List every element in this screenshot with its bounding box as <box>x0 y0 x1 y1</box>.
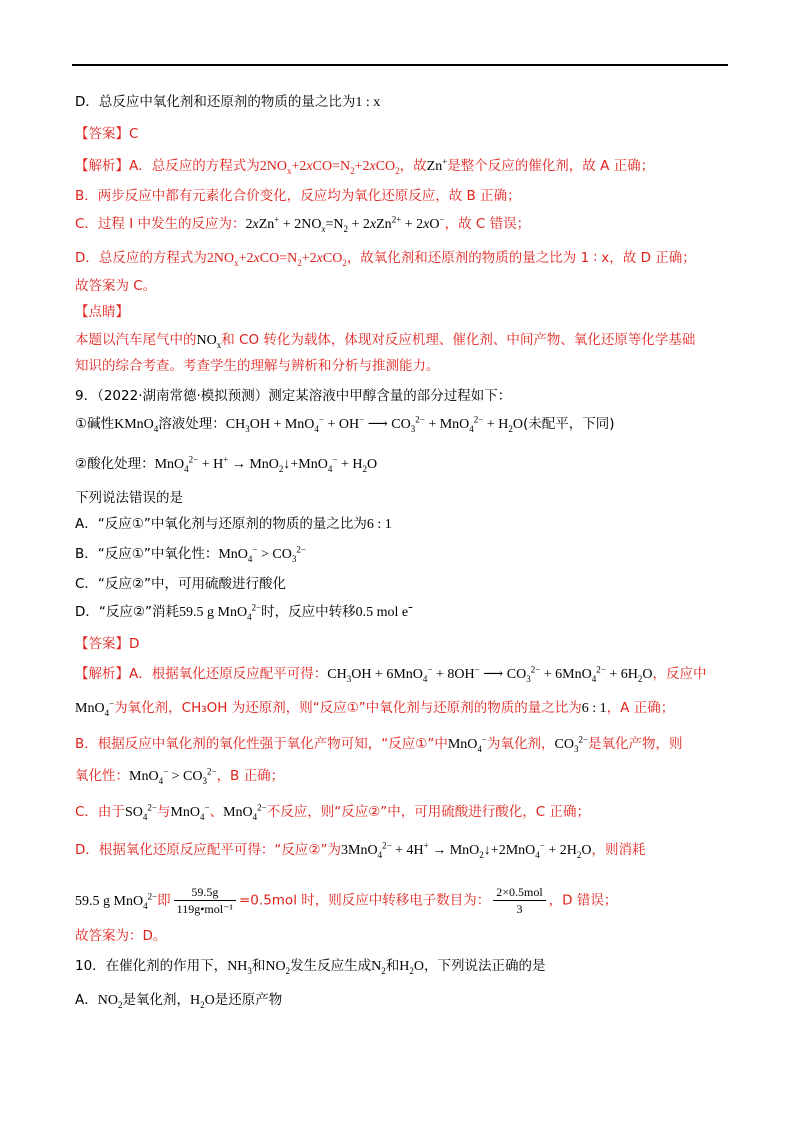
q10-stem: 10．在催化剂的作用下，$NH_3$和$NO_2$发生反应生成$N_2$和$H_2O$，下列说法正确的是 <box>75 958 546 976</box>
q9-analysis-6: D．根据氧化还原反应配平可得：“反应②”为3MnO$_4^{2-}$ + 4H+ → MnO$_2$↓+2MnO$_4$− + $2H_2O$，则消耗 <box>75 840 646 860</box>
q9-analysis-4: 氧化性：$MnO_4^- > CO_3^{2-}$，B 正确； <box>75 766 285 786</box>
equation-total-2: $2NO_x+2xCO=N_2+2xCO_2$ <box>206 251 347 268</box>
q9-analysis-3: B．根据反应中氧化剂的氧化性强于氧化产物可知，“反应①”中MnO$_4$−为氧化剂，$CO_3^{2-}$是氧化产物，则 <box>75 734 683 754</box>
q8-analysis-b: B．两步反应中都有元素化合价变化，反应均为氧化还原反应，故 B 正确； <box>75 188 521 204</box>
q9-question: 下列说法错误的是 <box>75 490 183 506</box>
q8-option-d: D．总反应中氧化剂和还原剂的物质的量之比为1 : x <box>75 94 381 110</box>
q9-analysis-5: C．由于$SO_4^{2-}$与MnO$_4$−、MnO$_4^{2-}$不反应，则“反应②”中，可用硫酸进行酸化，C 正确； <box>75 802 591 822</box>
ratio: 1 : x <box>355 95 381 110</box>
q9-step1: ①碱性KMnO$_4$溶液处理：$CH_3OH + MnO_4^- + OH^-$ ⟶ $CO_3^{2-} + MnO_4^{2-} + H_2O$(未配平，下同) <box>75 414 615 434</box>
equation-balanced2: 3MnO$_4^{2-}$ + 4H+ → MnO$_2$↓+2MnO$_4$− + $2H_2O$ <box>341 840 592 860</box>
q8-analysis-c: C．过程 I 中发生的反应为：$2xZn^+ + 2NO_x=N_2 + 2xZn^{2+} + 2xO^-$，故 C 错误； <box>75 214 531 234</box>
q9-answer: 【答案】D <box>75 636 140 652</box>
q8-analysis-d: D．总反应的方程式为$2NO_x+2xCO=N_2+2xCO_2$，故氧化剂和还原剂的物质的量之比为 1 ∶ x，故 D 正确； <box>75 250 696 268</box>
equation-step1: $2xZn^+ + 2NO_x=N_2 + 2xZn^{2+} + 2xO^-$ <box>245 214 445 234</box>
equation-reaction2: MnO$_4^{2-}$ + H+ → MnO$_2$↓+MnO$_4$− + $H_2O$ <box>154 454 378 474</box>
q9-analysis-2: MnO$_4$−为氧化剂，CH₃OH 为还原剂，则“反应①”中氧化剂与还原剂的物质的量之比为6 : 1，A 正确； <box>75 698 675 718</box>
q8-analysis-a: 【解析】A．总反应的方程式为$2NO_x+2xCO=N_2+2xCO_2$，故Zn+是整个反应的催化剂，故 A 正确； <box>75 156 655 176</box>
q9-option-d: D．“反应②”消耗59.5 g MnO$_4^{2-}$时，反应中转移0.5 mol e- <box>75 599 413 622</box>
q8-answer: 【答案】C <box>75 126 139 142</box>
q8-analysis-e: 故答案为 C。 <box>75 278 157 294</box>
fraction-moles: $\frac{59.5g}{\text{119g•mol⁻¹}}$ <box>174 884 236 917</box>
q9-stem: 9．（2022·湖南常德·模拟预测）测定某溶液中甲醇含量的部分过程如下： <box>75 388 512 404</box>
q8-comment-2: 知识的综合考查。考查学生的理解与辨析和分析与推测能力。 <box>75 358 440 374</box>
q9-analysis-8: 故答案为：D。 <box>75 928 167 944</box>
q9-step2: ②酸化处理：MnO$_4^{2-}$ + H+ → MnO$_2$↓+MnO$_4$− + $H_2O$ <box>75 454 378 474</box>
q9-analysis-1: 【解析】A．根据氧化还原反应配平可得：$CH_3OH + 6MnO_4^- + 8OH^-$ ⟶ $CO_3^{2-} + 6MnO_4^{2-} + 6H_2O$，反应中 <box>75 664 707 684</box>
q8-comment-title: 【点睛】 <box>75 304 129 320</box>
q9-option-b: B．“反应①”中氧化性：$MnO_4^- > CO_3^{2-}$ <box>75 544 306 564</box>
fraction-electrons: $\frac{\text{2×0.5mol}}{3}$ <box>493 884 545 917</box>
equation-balanced1: $CH_3OH + 6MnO_4^- + 8OH^-$ ⟶ $CO_3^{2-} + 6MnO_4^{2-} + 6H_2O$ <box>327 664 653 684</box>
q10-option-a: A．$NO_2$是氧化剂，$H_2O$是还原产物 <box>75 992 283 1010</box>
q8-comment-1: 本题以汽车尾气中的$NO_x$和 CO 转化为载体，体现对反应机理、催化剂、中间产物、氧化还原等化学基础 <box>75 332 696 350</box>
q9-analysis-7: 59.5 g MnO$_4^{2-}$即 $\frac{59.5g}{\text{119g•mol⁻¹}}$ =0.5mol 时，则反应中转移电子数目为： $\frac{\text{2×0.5mol}}{3}$ ，D 错误； <box>75 885 618 916</box>
equation-reaction1: $CH_3OH + MnO_4^- + OH^-$ ⟶ $CO_3^{2-} + MnO_4^{2-} + H_2O$ <box>225 414 523 434</box>
equation-total: $2NO_x+2xCO=N_2+2xCO_2$ <box>259 159 400 176</box>
q9-option-a: A．“反应①”中氧化剂与还原剂的物质的量之比为6 : 1 <box>75 516 392 532</box>
header-rule <box>72 64 728 66</box>
q9-option-c: C．“反应②”中，可用硫酸进行酸化 <box>75 576 287 592</box>
